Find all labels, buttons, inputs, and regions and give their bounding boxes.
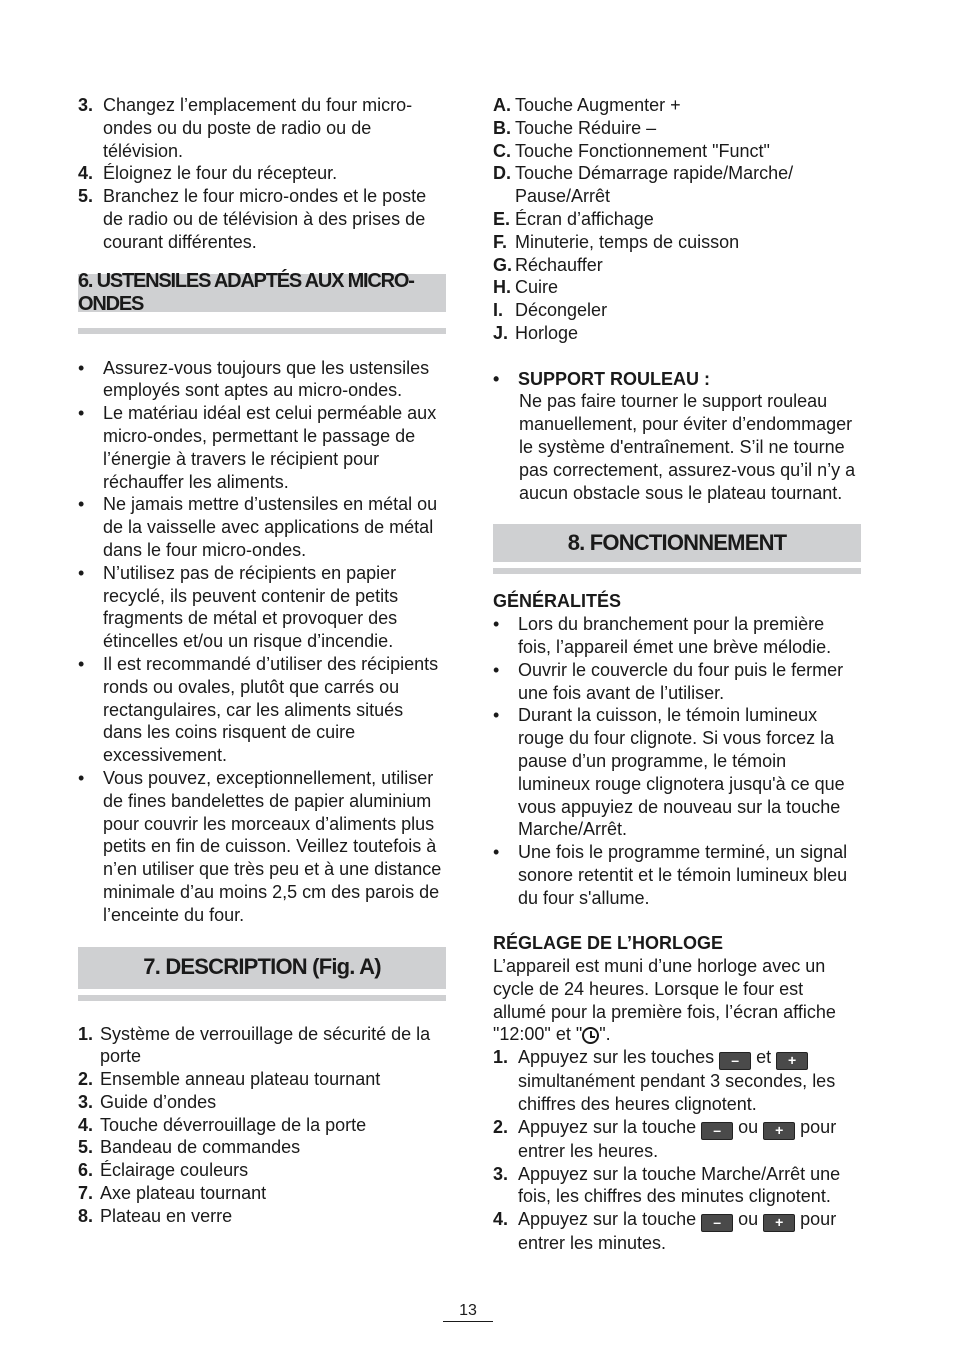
list-item: • N’utilisez pas de récipients en papier recyclé, ils peuvent contenir de petits fragments de métal et provoquer des étincelles et/ou un risque d’incendie. [78, 562, 399, 652]
minus-key-icon: – [719, 1052, 751, 1070]
list-item: I. Décongeler [493, 300, 608, 321]
support-heading: • SUPPORT ROULEAU : [493, 368, 711, 389]
list-item: A. Touche Augmenter + [493, 95, 681, 115]
section-7-heading: 7. DESCRIPTION (Fig. A) [78, 947, 446, 989]
list-item: C. Touche Fonctionnement "Funct" [493, 140, 770, 161]
list-item: 5. Bandeau de commandes [78, 1137, 301, 1158]
list-item: 7. Axe plateau tournant [78, 1183, 267, 1204]
horloge-intro: L’appareil est muni d’une horloge avec un cycle de 24 heures. Lorsque le four est allumé pour la première fois, l’écran affiche "12:00" et " ". [493, 956, 836, 1045]
minus-key-icon: – [701, 1214, 733, 1232]
list-item: • Ne jamais mettre d’ustensiles en métal ou de la vaisselle avec applications de métal dans le four micro-ondes. [78, 494, 438, 560]
plus-key-icon: + [763, 1214, 795, 1232]
generalites-heading: GÉNÉRALITÉS [493, 591, 622, 612]
list-item: 2. Appuyez sur la touche – ou + pour entrer les heures. [493, 1116, 837, 1161]
plus-key-icon: + [776, 1052, 808, 1070]
list-item: • Le matériau idéal est celui perméable aux micro-ondes, permettant le passage de l’énergie à travers le récipient pour réchauffer les aliments. [78, 403, 437, 492]
section-8-heading: 8. FONCTIONNEMENT [493, 524, 861, 562]
section-6-heading: 6. USTENSILES ADAPTÉS AUX MICRO-ONDES [78, 274, 446, 312]
minus-key-icon: – [701, 1122, 733, 1140]
left-column [78, 94, 446, 1228]
plus-key-icon: + [763, 1122, 795, 1140]
support-text: Ne pas faire tourner le support rouleau manuellement, pour éviter d’endommager le système d'entraînement. S’il ne tourne pas correctement, assurez-vous qu’il n’y a aucun obstacle sous le plateau tournant. [519, 391, 856, 503]
list-item: • Il est recommandé d’utiliser des récipients ronds ou ovales, plutôt que carrés ou rectangulaires, car les aliments situés dans les coins risquent de cuire excessivement. [78, 653, 439, 766]
list-item: J. Horloge [493, 322, 579, 343]
list-item: 3. Guide d’ondes [78, 1091, 217, 1112]
list-item: 1. Système de verrouillage de sécurité de la porte [78, 1023, 431, 1067]
list-item: • Durant la cuisson, le témoin lumineux rouge du four clignote. Si vous forcez la pause d’un programme, le témoin lumineux rouge clignotera jusqu'à ce que vous appuyiez de nouveau sur la touche Marche/Arrêt. [493, 705, 845, 840]
list-item: 8. Plateau en verre [78, 1205, 233, 1226]
list-item: G. Réchauffer [493, 254, 603, 275]
list-item: 6. Éclairage couleurs [78, 1160, 249, 1181]
list-item: E. Écran d’affichage [493, 208, 654, 229]
list-item: • Assurez-vous toujours que les ustensiles employés sont aptes au micro-ondes. [78, 357, 430, 401]
list-item: • Vous pouvez, exceptionnellement, utiliser de fines bandelettes de papier aluminium pour couvrir les morceaux d’aliments plus petits en fin de cuisson. Veillez toutefois à n’en utiliser que très peu et à une distance minimale d’au moins 2,5 cm des parois de l’enceinte du four. [78, 767, 442, 925]
list-item: • Lors du branchement pour la première fois, l’appareil émet une brève mélodie. [493, 614, 832, 657]
list-item: 4. Touche déverrouillage de la porte [78, 1114, 367, 1135]
list-item: B. Touche Réduire – [493, 117, 657, 138]
list-item: D. Touche Démarrage rapide/Marche/ Pause/Arrêt [493, 163, 794, 207]
list-item: 4. Éloignez le four du récepteur. [78, 163, 338, 184]
list-item: 3. Appuyez sur la touche Marche/Arrêt une fois, les chiffres des minutes clignotent. [493, 1163, 841, 1207]
right-column [493, 94, 861, 1255]
list-item: 3. Changez l’emplacement du four micro-ondes ou du poste de radio ou de télévision. [78, 95, 413, 161]
list-item: 2. Ensemble anneau plateau tournant [78, 1069, 381, 1090]
list-item: 5. Branchez le four micro-ondes et le poste de radio ou de télévision à des prises de courant différentes. [78, 186, 427, 252]
page-number: 13 [443, 1302, 493, 1322]
list-item: 4. Appuyez sur la touche – ou + pour entrer les minutes. [493, 1209, 837, 1254]
list-item: H. Cuire [493, 277, 559, 298]
horloge-heading: RÉGLAGE DE L’HORLOGE [493, 933, 724, 954]
clock-icon [582, 1027, 599, 1044]
list-item: • Une fois le programme terminé, un signal sonore retentit et le témoin lumineux bleu du four s'allume. [493, 842, 848, 908]
list-item: F. Minuterie, temps de cuisson [493, 231, 740, 252]
list-item: • Ouvrir le couvercle du four puis le fermer une fois avant de l’utiliser. [493, 659, 844, 703]
list-item: 1. Appuyez sur les touches – et + simultanément pendant 3 secondes, les chiffres des heures clignotent. [493, 1047, 836, 1115]
